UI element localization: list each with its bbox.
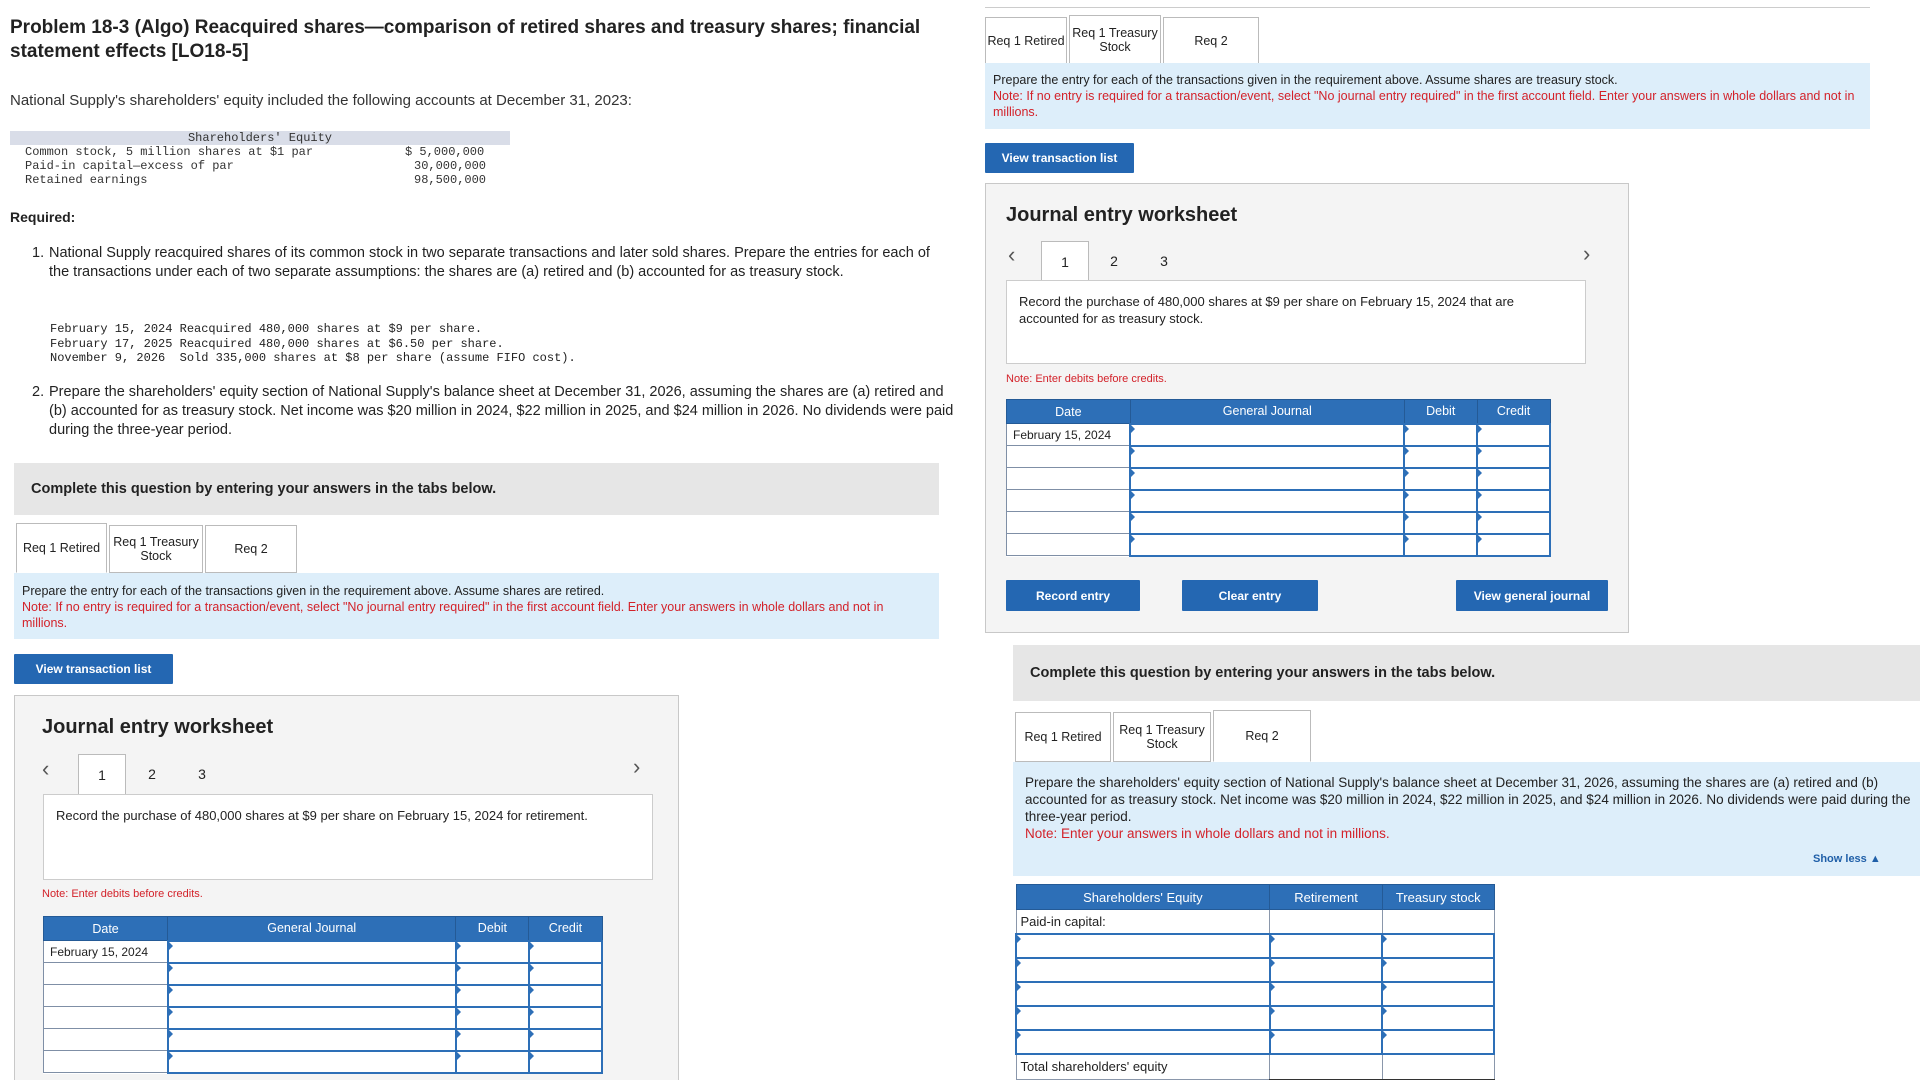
page-tab-3[interactable]: 3 bbox=[1160, 253, 1168, 269]
credit-input[interactable] bbox=[1477, 446, 1550, 468]
journal-row bbox=[1007, 490, 1551, 512]
journal-row bbox=[1007, 534, 1551, 556]
equity-row bbox=[1016, 958, 1494, 982]
journal-row bbox=[1007, 424, 1551, 446]
treasury-input[interactable] bbox=[1382, 1030, 1494, 1054]
col-treasury-stock: Treasury stock bbox=[1382, 885, 1494, 910]
credit-input[interactable] bbox=[1477, 468, 1550, 490]
requirement-1-number: 1. bbox=[32, 245, 45, 261]
equity-total-row bbox=[1016, 1054, 1494, 1080]
equity-row-label: Paid-in capital—excess of par bbox=[25, 159, 234, 173]
debit-input[interactable] bbox=[456, 1051, 529, 1073]
requirement-2 bbox=[34, 383, 954, 440]
transaction-item: February 17, 2025 Reacquired 480,000 shares at $6.50 per share. bbox=[50, 336, 504, 351]
journal-worksheet-retired bbox=[14, 695, 679, 1080]
account-select[interactable] bbox=[168, 1029, 456, 1051]
tab-label-line2: Stock bbox=[1099, 40, 1131, 54]
account-select[interactable] bbox=[1130, 424, 1404, 446]
instruction-note: Note: Enter your answers in whole dollars and not in millions. bbox=[1025, 826, 1390, 841]
worksheet-title: Journal entry worksheet bbox=[1006, 204, 1238, 226]
tab-label: Req 1 Retired bbox=[22, 541, 101, 555]
instruction-panel-req2 bbox=[1013, 762, 1920, 876]
chevron-left-icon[interactable]: ‹ bbox=[1008, 242, 1016, 267]
clear-entry-button[interactable]: Clear entry bbox=[1182, 580, 1318, 611]
complete-question-bar bbox=[1013, 645, 1920, 701]
col-shareholders-equity: Shareholders' Equity bbox=[1016, 885, 1270, 910]
instruction-panel-treasury bbox=[985, 63, 1870, 129]
retirement-total bbox=[1270, 1054, 1383, 1080]
worksheet-pager bbox=[78, 754, 226, 794]
equity-account-select[interactable] bbox=[1016, 934, 1270, 958]
tab-req1-treasury[interactable] bbox=[1069, 15, 1161, 65]
col-debit: Debit bbox=[456, 917, 529, 941]
page-tab-2[interactable]: 2 bbox=[1110, 253, 1118, 269]
col-date: Date bbox=[44, 917, 168, 941]
tab-label bbox=[113, 535, 198, 563]
debit-input[interactable] bbox=[1404, 424, 1477, 446]
entry-description: Record the purchase of 480,000 shares at $9 per share on February 15, 2024 for retirement. bbox=[43, 794, 653, 880]
chevron-right-icon[interactable]: › bbox=[633, 754, 641, 779]
record-entry-button[interactable]: Record entry bbox=[1006, 580, 1140, 611]
date-cell: February 15, 2024 bbox=[44, 941, 168, 963]
show-less-link[interactable]: Show less ▲ bbox=[1813, 853, 1881, 865]
credit-input[interactable] bbox=[529, 941, 602, 963]
tab-label: Req 1 Retired bbox=[987, 34, 1065, 48]
date-cell bbox=[44, 1029, 168, 1051]
credit-input[interactable] bbox=[1477, 424, 1550, 446]
equity-table-header-label: Shareholders' Equity bbox=[187, 131, 333, 145]
equity-row bbox=[1016, 982, 1494, 1006]
panel-top-divider bbox=[985, 7, 1870, 8]
account-select[interactable] bbox=[168, 985, 456, 1007]
account-select[interactable] bbox=[168, 963, 456, 985]
col-retirement: Retirement bbox=[1270, 885, 1383, 910]
debit-input[interactable] bbox=[456, 985, 529, 1007]
tab-req1-retired[interactable] bbox=[16, 523, 107, 573]
date-cell bbox=[1007, 490, 1131, 512]
debit-input[interactable] bbox=[456, 1007, 529, 1029]
equity-header-row bbox=[1016, 885, 1494, 910]
credit-input[interactable] bbox=[529, 1007, 602, 1029]
equity-row bbox=[10, 159, 510, 173]
chevron-left-icon[interactable]: ‹ bbox=[42, 756, 50, 781]
tab-label-line1: Req 1 Treasury bbox=[1072, 26, 1158, 40]
page-tab-1[interactable]: 1 bbox=[1041, 241, 1089, 281]
tabs-treasury bbox=[985, 15, 1261, 65]
retirement-input[interactable] bbox=[1270, 934, 1383, 958]
equity-row bbox=[1016, 910, 1494, 934]
tab-req2[interactable] bbox=[1213, 710, 1311, 762]
worksheet-pager bbox=[1041, 241, 1189, 281]
journal-header-row bbox=[44, 917, 603, 941]
page-tab-1[interactable]: 1 bbox=[78, 754, 126, 794]
journal-row bbox=[44, 1029, 603, 1051]
date-cell bbox=[44, 1051, 168, 1073]
equity-row-label: Paid-in capital: bbox=[1016, 910, 1270, 934]
page-tab-3[interactable]: 3 bbox=[198, 766, 206, 782]
debit-input[interactable] bbox=[1404, 446, 1477, 468]
page-tab-2[interactable]: 2 bbox=[148, 766, 156, 782]
tab-label-line1: Req 1 Treasury bbox=[1119, 723, 1205, 737]
equity-row-value: 30,000,000 bbox=[414, 159, 487, 173]
tab-label-line2: Stock bbox=[1146, 737, 1178, 751]
equity-row bbox=[1016, 934, 1494, 958]
treasury-input[interactable] bbox=[1382, 934, 1494, 958]
worksheet-title: Journal entry worksheet bbox=[42, 716, 274, 738]
instruction-panel-retired bbox=[14, 573, 939, 639]
treasury-input[interactable] bbox=[1382, 982, 1494, 1006]
treasury-total bbox=[1382, 1054, 1494, 1080]
transaction-item: November 9, 2026 Sold 335,000 shares at $8 per share (assume FIFO cost). bbox=[50, 351, 576, 365]
tab-label: Req 2 bbox=[1194, 34, 1228, 48]
col-credit: Credit bbox=[1477, 400, 1550, 424]
debits-credits-note: Note: Enter debits before credits. bbox=[1006, 373, 1167, 385]
tab-label bbox=[1119, 723, 1204, 751]
equity-table-header bbox=[10, 131, 510, 145]
retirement-input[interactable] bbox=[1270, 982, 1383, 1006]
complete-question-text: Complete this question by entering your answers in the tabs below. bbox=[1030, 665, 1496, 681]
journal-row bbox=[1007, 446, 1551, 468]
debit-input[interactable] bbox=[1404, 490, 1477, 512]
debit-input[interactable] bbox=[456, 941, 529, 963]
account-select[interactable] bbox=[1130, 512, 1404, 534]
complete-question-text: Complete this question by entering your answers in the tabs below. bbox=[31, 481, 497, 497]
col-credit: Credit bbox=[529, 917, 602, 941]
tab-label: Req 1 Retired bbox=[1024, 730, 1102, 744]
credit-input[interactable] bbox=[529, 963, 602, 985]
equity-row bbox=[10, 173, 510, 187]
view-transaction-list-button[interactable]: View transaction list bbox=[985, 143, 1134, 173]
col-date: Date bbox=[1007, 400, 1131, 424]
total-label: Total shareholders' equity bbox=[1016, 1054, 1270, 1080]
account-select[interactable] bbox=[1130, 446, 1404, 468]
equity-account-select[interactable] bbox=[1016, 958, 1270, 982]
treasury-input[interactable] bbox=[1382, 958, 1494, 982]
credit-input[interactable] bbox=[529, 1029, 602, 1051]
date-cell bbox=[1007, 512, 1131, 534]
journal-row bbox=[1007, 512, 1551, 534]
requirement-1 bbox=[34, 244, 954, 282]
tabs-req2-panel bbox=[1015, 710, 1313, 762]
equity-row-label: Common stock, 5 million shares at $1 par bbox=[25, 145, 314, 159]
retirement-input[interactable] bbox=[1270, 958, 1383, 982]
equity-row bbox=[10, 145, 510, 159]
credit-input[interactable] bbox=[1477, 534, 1550, 556]
date-cell bbox=[1007, 468, 1131, 490]
tab-label-line1: Req 1 Treasury bbox=[113, 535, 199, 549]
required-heading: Required: bbox=[10, 209, 76, 225]
tab-req2[interactable] bbox=[1163, 17, 1259, 65]
date-cell bbox=[1007, 446, 1131, 468]
requirement-1-text: National Supply reacquired shares of its common stock in two separate transactions and later sold shares. Prepare the entries for each of the transactions under each of two separate assumptions: the shares are (a) retired and (b) accounted for as treasury stock. bbox=[49, 245, 930, 280]
journal-table-treasury bbox=[1006, 399, 1551, 557]
date-cell bbox=[44, 985, 168, 1007]
credit-input[interactable] bbox=[529, 1051, 602, 1073]
equity-account-select[interactable] bbox=[1016, 1030, 1270, 1054]
tab-req1-retired[interactable] bbox=[1015, 712, 1111, 762]
equity-row-label: Retained earnings bbox=[25, 173, 148, 187]
account-select[interactable] bbox=[1130, 490, 1404, 512]
transaction-list bbox=[50, 322, 576, 366]
date-cell: February 15, 2024 bbox=[1007, 424, 1131, 446]
debit-input[interactable] bbox=[1404, 534, 1477, 556]
journal-row bbox=[1007, 468, 1551, 490]
date-cell bbox=[44, 963, 168, 985]
col-general-journal: General Journal bbox=[168, 917, 456, 941]
journal-row bbox=[44, 1051, 603, 1073]
tab-req2[interactable] bbox=[205, 525, 297, 573]
tab-label: Req 2 bbox=[1245, 729, 1279, 743]
complete-question-bar bbox=[14, 463, 939, 515]
view-general-journal-button[interactable]: View general journal bbox=[1456, 580, 1608, 611]
debits-credits-note: Note: Enter debits before credits. bbox=[42, 888, 203, 900]
debit-input[interactable] bbox=[456, 963, 529, 985]
retirement-input[interactable] bbox=[1270, 1006, 1383, 1030]
equity-row-value: 98,500,000 bbox=[414, 173, 487, 187]
equity-account-select[interactable] bbox=[1016, 982, 1270, 1006]
instruction-text: Prepare the shareholders' equity section of National Supply's balance sheet at December 31, 2026, assuming the shares are (a) retired and (b) accounted for as treasury stock. Net income was $20 million in 2024, $22 million in 2025, and $24 million in 2026. No dividends were paid during the three-year period. bbox=[1025, 775, 1911, 824]
account-select[interactable] bbox=[1130, 534, 1404, 556]
credit-input[interactable] bbox=[1477, 490, 1550, 512]
treasury-input[interactable] bbox=[1382, 1006, 1494, 1030]
journal-header-row bbox=[1007, 400, 1551, 424]
date-cell bbox=[1007, 534, 1131, 556]
equity-row bbox=[1016, 1030, 1494, 1054]
tab-req1-treasury[interactable] bbox=[109, 525, 203, 573]
intro-text: National Supply's shareholders' equity included the following accounts at December 31, 2023: bbox=[10, 92, 632, 109]
requirement-2-text: Prepare the shareholders' equity section of National Supply's balance sheet at December 31, 2026, assuming the shares are (a) retired and (b) accounted for as treasury stock. Net income was $20 million in 2024, $22 million in 2025, and $24 million in 2026. No dividends were paid during the three-year period. bbox=[49, 384, 954, 438]
instruction-note: Note: If no entry is required for a transaction/event, select "No journal entry required" in the first account field. Enter your answers in whole dollars and not in millions. bbox=[22, 600, 884, 630]
equity-section-table bbox=[1015, 884, 1495, 1080]
equity-row-value: $ 5,000,000 bbox=[405, 145, 485, 159]
debit-input[interactable] bbox=[1404, 512, 1477, 534]
requirement-2-number: 2. bbox=[32, 384, 45, 400]
account-select[interactable] bbox=[1130, 468, 1404, 490]
credit-input[interactable] bbox=[1477, 512, 1550, 534]
tab-label-line2: Stock bbox=[140, 549, 172, 563]
instruction-note: Note: If no entry is required for a transaction/event, select "No journal entry required" in the first account field. Enter your answers in whole dollars and not in millions. bbox=[993, 89, 1855, 119]
retirement-input[interactable] bbox=[1270, 1030, 1383, 1054]
treasury-cell bbox=[1382, 910, 1494, 934]
credit-input[interactable] bbox=[529, 985, 602, 1007]
equity-account-select[interactable] bbox=[1016, 1006, 1270, 1030]
equity-row bbox=[1016, 1006, 1494, 1030]
debit-input[interactable] bbox=[456, 1029, 529, 1051]
tab-label: Req 2 bbox=[234, 542, 268, 556]
problem-title: Problem 18-3 (Algo) Reacquired shares—comparison of retired shares and treasury shares; financial statement effects [LO18-5] bbox=[10, 17, 921, 62]
transaction-item: February 15, 2024 Reacquired 480,000 shares at $9 per share. bbox=[50, 322, 483, 336]
debit-input[interactable] bbox=[1404, 468, 1477, 490]
instruction-text: Prepare the entry for each of the transactions given in the requirement above. Assume shares are treasury stock. bbox=[993, 73, 1618, 87]
col-general-journal: General Journal bbox=[1130, 400, 1404, 424]
account-select[interactable] bbox=[168, 941, 456, 963]
view-transaction-list-button[interactable]: View transaction list bbox=[14, 654, 173, 684]
journal-row bbox=[44, 941, 603, 963]
date-cell bbox=[44, 1007, 168, 1029]
equity-accounts-table bbox=[10, 131, 510, 187]
retirement-cell bbox=[1270, 910, 1383, 934]
journal-row bbox=[44, 1007, 603, 1029]
journal-table-retired bbox=[43, 916, 603, 1074]
entry-description: Record the purchase of 480,000 shares at $9 per share on February 15, 2024 that are accounted for as treasury stock. bbox=[1006, 280, 1586, 364]
tab-label bbox=[1072, 26, 1157, 54]
journal-worksheet-treasury bbox=[985, 183, 1629, 633]
journal-row bbox=[44, 985, 603, 1007]
journal-row bbox=[44, 963, 603, 985]
tabs-left bbox=[16, 523, 299, 573]
account-select[interactable] bbox=[168, 1051, 456, 1073]
instruction-text: Prepare the entry for each of the transactions given in the requirement above. Assume shares are retired. bbox=[22, 584, 605, 598]
col-debit: Debit bbox=[1404, 400, 1477, 424]
chevron-right-icon[interactable]: › bbox=[1583, 241, 1591, 266]
account-select[interactable] bbox=[168, 1007, 456, 1029]
tab-req1-retired[interactable] bbox=[985, 17, 1067, 65]
tab-req1-treasury[interactable] bbox=[1113, 712, 1211, 762]
